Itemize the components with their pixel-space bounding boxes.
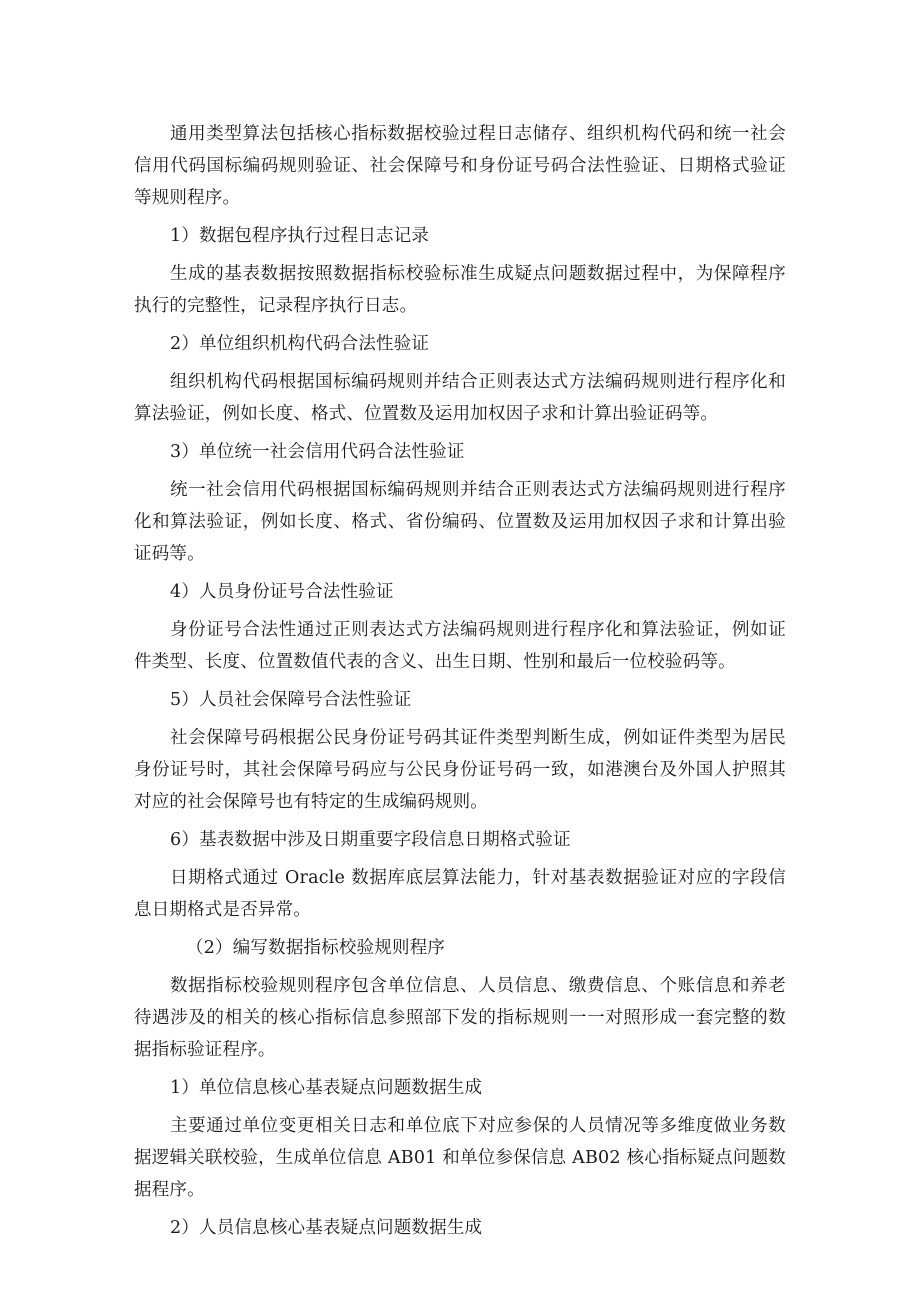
paragraph-3: 统一社会信用代码根据国标编码规则并结合正则表达式方法编码规则进行程序化和算法验证，例如长度、格式、省份编码、位置数及运用加权因子求和计算出验证码等。 [134, 480, 786, 564]
paragraph-8: 主要通过单位变更相关日志和单位底下对应参保的人员情况等多维度做业务数据逻辑关联校验，生成单位信息 AB01 和单位参保信息 AB02 核心指标疑点问题数据程序。 [134, 1116, 786, 1200]
heading-5: 5）人员社会保障号合法性验证 [170, 690, 412, 710]
paragraph-4: 身份证号合法性通过正则表达式方法编码规则进行程序化和算法验证，例如证件类型、长度、位置数值代表的含义、出生日期、性别和最后一位校验码等。 [134, 620, 786, 672]
section-heading-2: （2）编写数据指标校验规则程序 [186, 938, 446, 958]
intro-paragraph: 通用类型算法包括核心指标数据校验过程日志储存、组织机构代码和统一社会信用代码国标编码规则验证、社会保障号和身份证号码合法性验证、日期格式验证等规则程序。 [134, 124, 786, 208]
heading-2: 2）单位组织机构代码合法性验证 [170, 334, 430, 354]
heading-3: 3）单位统一社会信用代码合法性验证 [170, 442, 465, 462]
document-body [134, 118, 786, 1250]
paragraph-6: 日期格式通过 Oracle 数据库底层算法能力，针对基表数据验证对应的字段信息日期格式是否异常。 [134, 868, 786, 920]
heading-1: 1）数据包程序执行过程日志记录 [170, 226, 430, 246]
heading-7: 1）单位信息核心基表疑点问题数据生成 [170, 1078, 483, 1098]
paragraph-1: 生成的基表数据按照数据指标校验标准生成疑点问题数据过程中，为保障程序执行的完整性，记录程序执行日志。 [134, 264, 786, 316]
paragraph-2: 组织机构代码根据国标编码规则并结合正则表达式方法编码规则进行程序化和算法验证，例如长度、格式、位置数及运用加权因子求和计算出验证码等。 [134, 372, 786, 424]
heading-4: 4）人员身份证号合法性验证 [170, 582, 394, 602]
heading-6: 6）基表数据中涉及日期重要字段信息日期格式验证 [170, 830, 571, 850]
heading-8: 2）人员信息核心基表疑点问题数据生成 [170, 1218, 483, 1238]
paragraph-5: 社会保障号码根据公民身份证号码其证件类型判断生成，例如证件类型为居民身份证号时，其社会保障号码应与公民身份证号码一致，如港澳台及外国人护照其对应的社会保障号也有特定的生成编码规则。 [134, 728, 786, 812]
paragraph-7: 数据指标校验规则程序包含单位信息、人员信息、缴费信息、个账信息和养老待遇涉及的相关的核心指标信息参照部下发的指标规则一一对照形成一套完整的数据指标验证程序。 [134, 976, 786, 1060]
